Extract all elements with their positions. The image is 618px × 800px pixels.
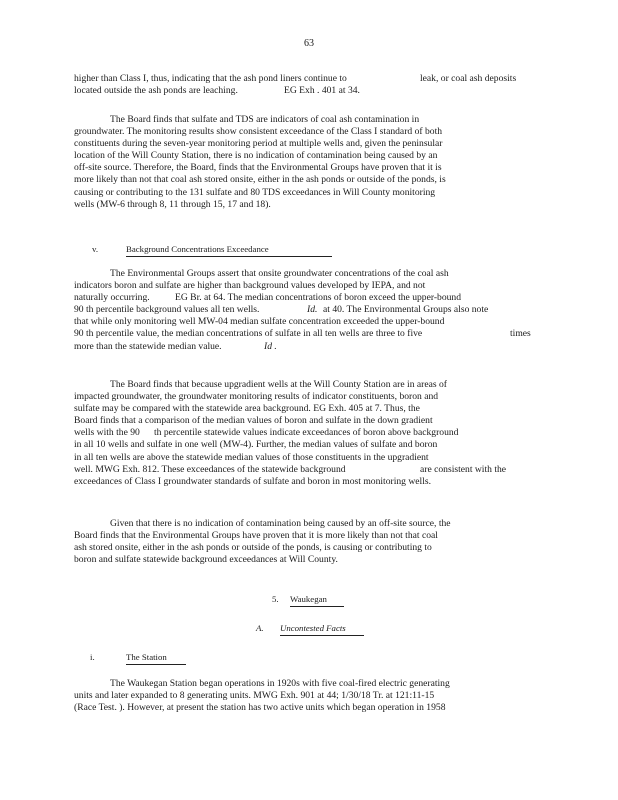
text-line: exceedances of Class I groundwater standards of sulfate and boron in most monitoring wells. xyxy=(74,475,432,487)
text-segment: are consistent with the xyxy=(420,463,507,475)
text-line xyxy=(74,464,514,476)
text-line: The Board finds that sulfate and TDS are indicators of coal ash contamination in xyxy=(110,114,420,125)
text-segment: at 40. The Environmental Groups also note xyxy=(323,304,489,316)
text-segment: naturally occurring. xyxy=(74,292,150,304)
heading-number: v. xyxy=(92,244,99,254)
text-line: groundwater. The monitoring results show consistent exceedance of the Class I standard of both xyxy=(74,126,443,138)
text-line: Board finds that the Environmental Groups have proven that it is more likely than not that coal xyxy=(74,530,438,542)
citation: EG Exh . 401 at 34. xyxy=(284,85,360,97)
text-line: in all ten wells are above the statewide median values of those constituents in the upgradient xyxy=(74,451,429,463)
text-line: ash stored onsite, either in the ash ponds or outside of the ponds, is causing or contributing to xyxy=(74,542,432,554)
text-line xyxy=(74,292,514,304)
paragraph-environmental-groups-assert xyxy=(74,268,531,353)
heading-title: Uncontested Facts xyxy=(280,622,364,636)
citation-id: Id. xyxy=(307,304,318,316)
text-line: (Race Test. ). However, at present the station has two active units which began operation in 1958 xyxy=(74,702,446,714)
text-segment: times xyxy=(510,328,531,340)
text-line: The Waukegan Station began operations in 1920s with five coal-fired electric generating xyxy=(110,678,450,689)
text-line: causing or contributing to the 131 sulfate and 80 TDS exceedances in Will County monitoring xyxy=(74,186,436,198)
text-segment: higher than Class I, thus, indicating that the ash pond liners continue to xyxy=(74,73,347,84)
section-heading-A xyxy=(256,622,346,634)
text-segment: 90 th percentile background values all ten wells. xyxy=(74,304,260,316)
text-line: off-site source. Therefore, the Board, finds that the Environmental Groups have proven that it is xyxy=(74,162,442,174)
heading-title: Waukegan xyxy=(290,593,344,607)
text-line: boron and sulfate statewide background exceedances at Will County. xyxy=(74,554,338,566)
citation-id: Id . xyxy=(264,340,277,352)
heading-number: A. xyxy=(256,623,264,633)
text-segment: wells with the 90 xyxy=(74,427,140,439)
text-line: The Environmental Groups assert that onsite groundwater concentrations of the coal ash xyxy=(110,268,449,279)
section-heading-v xyxy=(92,243,269,255)
text-line xyxy=(74,304,514,316)
text-segment: more than the statewide median value. xyxy=(74,340,222,352)
paragraph-board-finds-upgradient xyxy=(74,379,514,488)
section-heading-5 xyxy=(272,593,327,605)
text-line: The Board finds that because upgradient wells at the Will County Station are in areas of xyxy=(110,379,447,390)
text-segment: 90 th percentile value, the median concentrations of sulfate in all ten wells are three to five xyxy=(74,328,423,340)
page-number: 63 xyxy=(304,38,314,49)
text-segment: located outside the ash ponds are leaching. xyxy=(74,85,238,97)
text-line: constituents during the seven-year monitoring period at multiple wells and, given the peninsular xyxy=(74,138,443,150)
heading-title: Background Concentrations Exceedance xyxy=(126,243,332,257)
text-line: location of the Will County Station, there is no indication of contamination being caused by an xyxy=(74,150,438,162)
text-line xyxy=(74,73,517,85)
text-line: sulfate may be compared with the statewide area background. EG Exh. 405 at 7. Thus, the xyxy=(74,403,420,415)
paragraph-waukegan-station xyxy=(74,678,514,714)
text-segment: leak, or coal ash deposits xyxy=(420,73,517,84)
text-line: in all 10 wells and sulfate in one well (MW-4). Further, the median values of sulfate and boron xyxy=(74,439,438,451)
heading-number: i. xyxy=(90,652,95,662)
text-segment: well. MWG Exh. 812. These exceedances of the statewide background xyxy=(74,463,346,475)
text-line: wells (MW-6 through 8, 11 through 15, 17 and 18). xyxy=(74,198,271,210)
text-line: that while only monitoring well MW-04 median sulfate concentration exceeded the upper-bound xyxy=(74,316,445,328)
paragraph-continuation xyxy=(74,73,517,97)
text-line: Given that there is no indication of contamination being caused by an off-site source, the xyxy=(110,518,451,529)
paragraph-given-no-offsite-source xyxy=(74,518,514,566)
text-line: Board finds that a comparison of the median values of boron and sulfate in the down gradient xyxy=(74,415,433,427)
text-segment: th percentile statewide values indicate exceedances of boron above background xyxy=(154,427,459,439)
heading-number: 5. xyxy=(272,594,279,604)
section-heading-i xyxy=(90,651,167,663)
text-line xyxy=(74,328,531,340)
text-line: more likely than not that coal ash stored onsite, either in the ash ponds or outside of the ponds, is xyxy=(74,174,446,186)
text-segment: EG Br. at 64. The median concentrations of boron exceed the upper-bound xyxy=(175,292,462,304)
text-line xyxy=(74,85,514,97)
text-line: impacted groundwater, the groundwater monitoring results of indicator constituents, boron and xyxy=(74,391,439,403)
text-line xyxy=(74,341,514,353)
paragraph-board-finds-sulfate-tds xyxy=(74,114,514,211)
text-line xyxy=(74,427,514,439)
text-line: indicators boron and sulfate are higher than background values developed by IEPA, and not xyxy=(74,280,426,292)
text-line: units and later expanded to 8 generating units. MWG Exh. 901 at 44; 1/30/18 Tr. at 121:11-15 xyxy=(74,690,435,702)
heading-title: The Station xyxy=(126,651,186,665)
